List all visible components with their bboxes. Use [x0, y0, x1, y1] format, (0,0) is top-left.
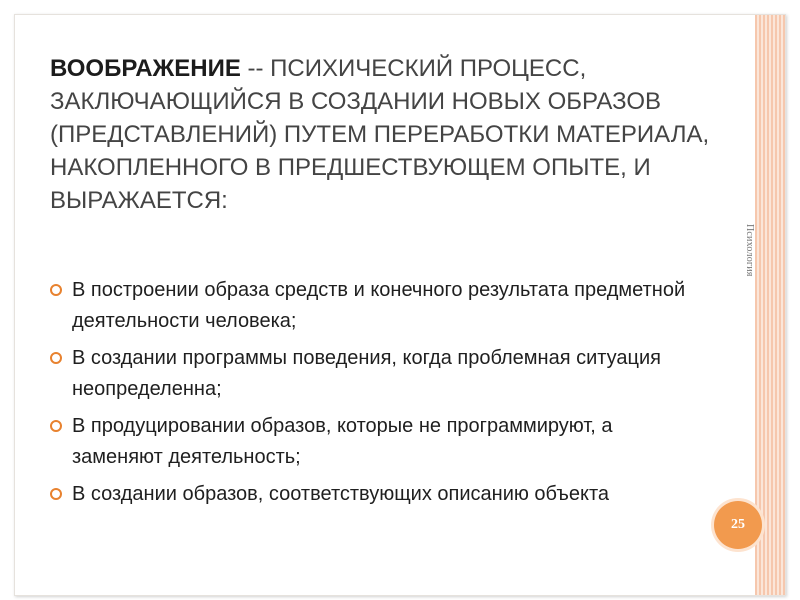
page-number-badge: 25	[714, 501, 762, 549]
decorative-stripe	[755, 15, 785, 595]
bullet-text: В создании программы поведения, когда проблемная ситуация неопределенна;	[72, 347, 662, 400]
ring-bullet-icon	[50, 420, 62, 432]
ring-bullet-icon	[50, 488, 62, 500]
bullet-item	[48, 343, 688, 405]
bullet-item	[48, 275, 688, 337]
bullet-item	[48, 411, 688, 473]
bullet-text: В продуцировании образов, которые не программируют, а заменяют деятельность;	[72, 415, 613, 468]
side-label: Психология	[744, 223, 755, 277]
bullet-item	[48, 479, 688, 510]
ring-bullet-icon	[50, 284, 62, 296]
slide-title	[50, 52, 710, 217]
title-rest: -- ПСИХИЧЕСКИЙ ПРОЦЕСС, ЗАКЛЮЧАЮЩИЙСЯ В СОЗДАНИИ НОВЫХ ОБРАЗОВ (ПРЕДСТАВЛЕНИЙ) ПУТЕМ ПЕРЕРАБОТКИ МАТЕРИАЛА, НАКОПЛЕННОГО В ПРЕДШЕСТВУЮЩЕМ ОПЫТЕ, И ВЫРАЖАЕТСЯ:	[50, 55, 710, 214]
bullet-text: В построении образа средств и конечного результата предметной деятельности человека;	[72, 279, 686, 332]
title-lead: ВООБРАЖЕНИЕ	[50, 55, 241, 82]
bullet-text: В создании образов, соответствующих описанию объекта	[72, 483, 610, 505]
ring-bullet-icon	[50, 352, 62, 364]
bullet-list	[48, 275, 688, 516]
